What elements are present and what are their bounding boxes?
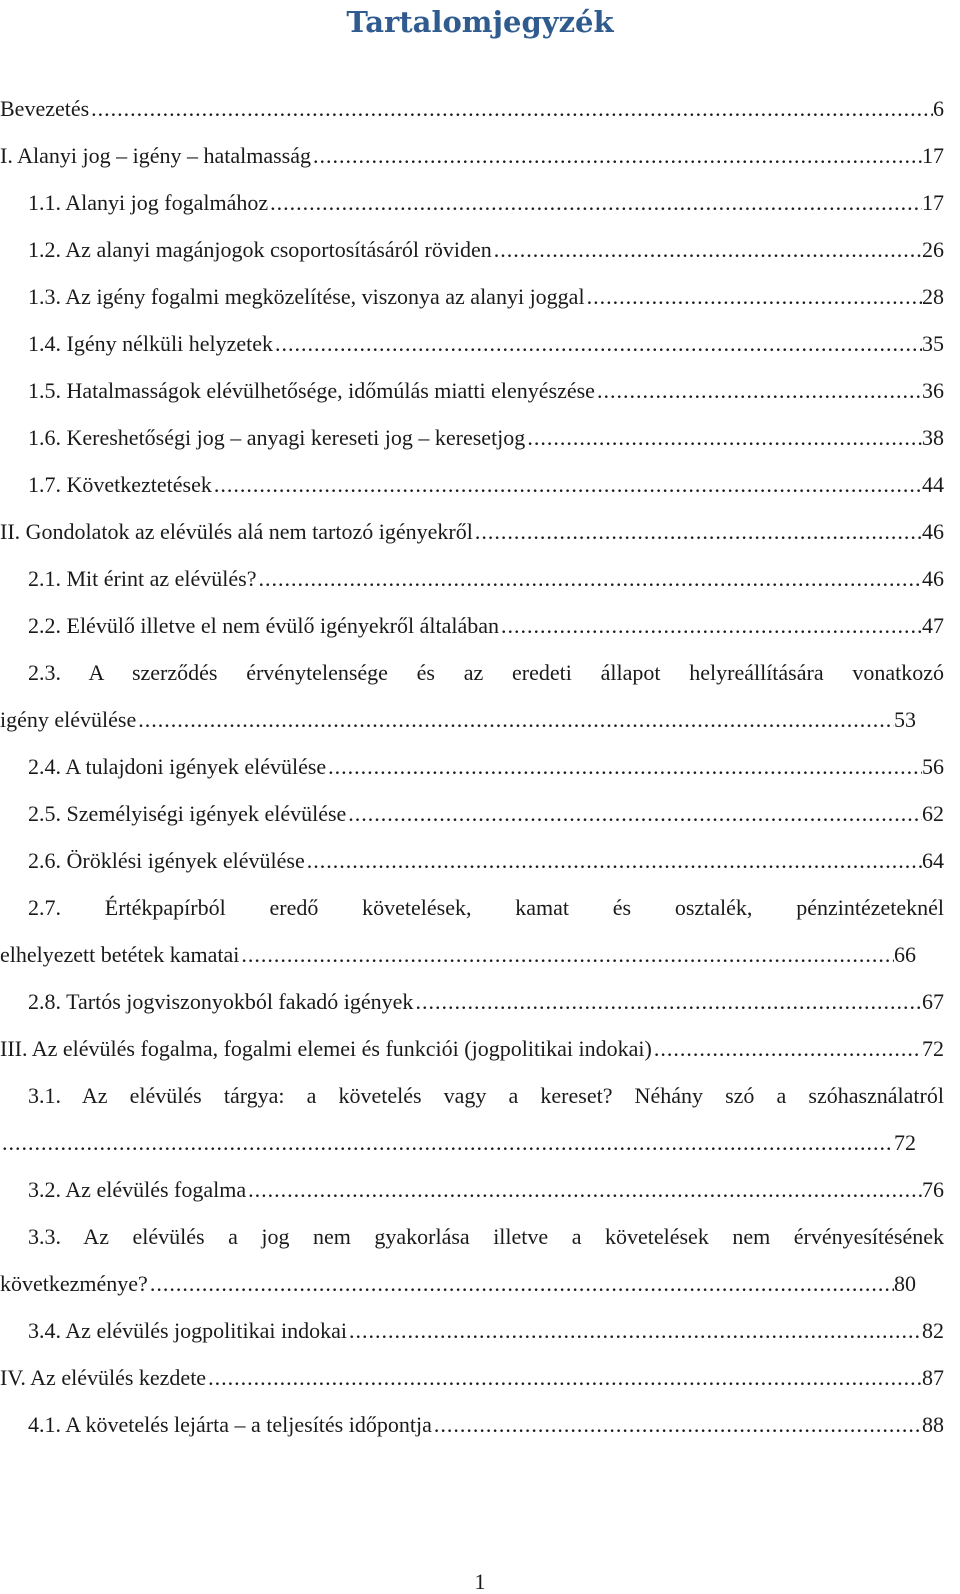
toc-page-number: 6 <box>933 96 944 121</box>
dot-leader <box>206 1354 922 1401</box>
toc-entry[interactable] <box>0 85 944 132</box>
toc-entry[interactable] <box>0 837 944 884</box>
toc-entry[interactable] <box>0 602 944 649</box>
toc-page-number: 36 <box>922 378 944 403</box>
toc-entry-title: 1.6. Kereshetőségi jog – anyagi kereseti jog – keresetjog <box>28 425 526 450</box>
dot-leader <box>89 85 933 132</box>
toc-page-number: 17 <box>922 143 944 168</box>
dot-leader <box>268 179 922 226</box>
dot-leader <box>239 931 894 978</box>
dot-leader <box>525 414 922 461</box>
dot-leader <box>595 367 922 414</box>
toc-entry-title: 2.5. Személyiségi igények elévülése <box>28 801 347 826</box>
toc-entry[interactable] <box>0 273 944 320</box>
toc-page-number: 82 <box>922 1318 944 1343</box>
dot-leader <box>652 1025 922 1072</box>
toc-entry-title: 1.1. Alanyi jog fogalmához <box>28 190 269 215</box>
toc-entry-title: III. Az elévülés fogalma, fogalmi elemei és funkciói (jogpolitikai indokai) <box>0 1036 652 1061</box>
toc-page-number: 46 <box>922 519 944 544</box>
toc-page-number: 46 <box>922 566 944 591</box>
toc-page-number: 35 <box>922 331 944 356</box>
toc-page-number: 17 <box>922 190 944 215</box>
page-title: Tartalomjegyzék <box>346 5 614 39</box>
dot-leader <box>413 978 922 1025</box>
toc-page-number: 64 <box>922 848 944 873</box>
toc-entry[interactable] <box>0 884 944 978</box>
toc-page-number: 56 <box>922 754 944 779</box>
toc-entry[interactable] <box>0 1401 944 1448</box>
dot-leader <box>492 226 922 273</box>
toc-entry-title: 2.4. A tulajdoni igények elévülése <box>28 754 327 779</box>
toc-page-number: 47 <box>922 613 944 638</box>
toc-entry[interactable] <box>0 132 944 179</box>
toc-entry[interactable] <box>0 1354 944 1401</box>
toc-entry-title-continued: igény elévülése <box>0 707 137 732</box>
toc-entry[interactable] <box>0 179 944 226</box>
toc-entry-title: 1.2. Az alanyi magánjogok csoportosításáról röviden <box>28 237 492 262</box>
table-of-contents <box>0 85 944 1448</box>
toc-page-number: 53 <box>894 707 916 732</box>
dot-leader <box>246 1166 922 1213</box>
page-number: 1 <box>474 1569 486 1594</box>
toc-entry[interactable] <box>0 461 944 508</box>
toc-entry[interactable] <box>0 367 944 414</box>
toc-page-number: 28 <box>922 284 944 309</box>
toc-entry-title: 2.6. Öröklési igények elévülése <box>28 848 305 873</box>
toc-entry[interactable] <box>0 1025 944 1072</box>
toc-entry-title: 2.8. Tartós jogviszonyokból fakadó igények <box>28 989 414 1014</box>
dot-leader <box>212 461 922 508</box>
toc-entry-title-continued: elhelyezett betétek kamatai <box>0 942 240 967</box>
dot-leader <box>148 1260 894 1307</box>
dot-leader <box>311 132 922 179</box>
toc-entry[interactable] <box>0 978 944 1025</box>
toc-entry-title: Bevezetés <box>0 96 90 121</box>
toc-page-number: 44 <box>922 472 944 497</box>
toc-entry-title-continued: következménye? <box>0 1271 148 1296</box>
toc-entry-title: 2.3. A szerződés érvénytelensége és az eredeti állapot helyreállítására vonatkozó <box>28 660 944 685</box>
dot-leader <box>273 320 922 367</box>
toc-entry[interactable] <box>0 1213 944 1307</box>
toc-entry[interactable] <box>0 320 944 367</box>
toc-entry-title: 3.4. Az elévülés jogpolitikai indokai <box>28 1318 347 1343</box>
toc-page-number: 26 <box>922 237 944 262</box>
toc-entry-title: 3.3. Az elévülés a jog nem gyakorlása illetve a követelések nem érvényesítésének <box>28 1224 944 1249</box>
toc-entry-title: IV. Az elévülés kezdete <box>0 1365 207 1390</box>
toc-entry[interactable] <box>0 226 944 273</box>
toc-entry-title: I. Alanyi jog – igény – hatalmasság <box>0 143 311 168</box>
dot-leader <box>256 555 922 602</box>
dot-leader <box>347 1307 922 1354</box>
dot-leader <box>432 1401 922 1448</box>
toc-entry-title: 1.7. Következtetések <box>28 472 212 497</box>
toc-page-number: 76 <box>922 1177 944 1202</box>
toc-entry[interactable] <box>0 649 944 743</box>
toc-page-number: 72 <box>922 1036 944 1061</box>
toc-page-number: 87 <box>922 1365 944 1390</box>
toc-entry[interactable] <box>0 790 944 837</box>
toc-entry-title: 1.3. Az igény fogalmi megközelítése, viszonya az alanyi joggal <box>28 284 585 309</box>
dot-leader <box>136 696 894 743</box>
dot-leader <box>0 1119 894 1166</box>
toc-entry[interactable] <box>0 1166 944 1213</box>
toc-entry-title: 3.1. Az elévülés tárgya: a követelés vagy a kereset? Néhány szó a szóhasználatról <box>28 1083 944 1108</box>
dot-leader <box>473 508 922 555</box>
toc-entry-title: 4.1. A követelés lejárta – a teljesítés időpontja <box>28 1412 432 1437</box>
toc-entry[interactable] <box>0 743 944 790</box>
toc-entry-title: 2.7. Értékpapírból eredő követelések, kamat és osztalék, pénzintézeteknél <box>28 895 944 920</box>
dot-leader <box>346 790 922 837</box>
toc-page-number: 67 <box>922 989 944 1014</box>
toc-page-number: 80 <box>894 1271 916 1296</box>
dot-leader <box>305 837 922 884</box>
dot-leader <box>326 743 922 790</box>
toc-entry-title: 2.2. Elévülő illetve el nem évülő igényekről általában <box>28 613 500 638</box>
toc-page-number: 38 <box>922 425 944 450</box>
toc-entry-title: 2.1. Mit érint az elévülés? <box>28 566 257 591</box>
toc-entry-title: 3.2. Az elévülés fogalma <box>28 1177 247 1202</box>
toc-page-number: 72 <box>894 1130 916 1155</box>
toc-entry[interactable] <box>0 508 944 555</box>
dot-leader <box>499 602 922 649</box>
toc-entry-title: 1.5. Hatalmasságok elévülhetősége, időmúlás miatti elenyészése <box>28 378 595 403</box>
toc-page-number: 62 <box>922 801 944 826</box>
dot-leader <box>585 273 922 320</box>
toc-entry[interactable] <box>0 1307 944 1354</box>
toc-entry[interactable] <box>0 1072 944 1166</box>
toc-entry-title: II. Gondolatok az elévülés alá nem tartozó igényekről <box>0 519 473 544</box>
toc-entry[interactable] <box>0 414 944 461</box>
toc-page-number: 88 <box>922 1412 944 1437</box>
toc-page-number: 66 <box>894 942 916 967</box>
toc-entry[interactable] <box>0 555 944 602</box>
toc-entry-title: 1.4. Igény nélküli helyzetek <box>28 331 273 356</box>
